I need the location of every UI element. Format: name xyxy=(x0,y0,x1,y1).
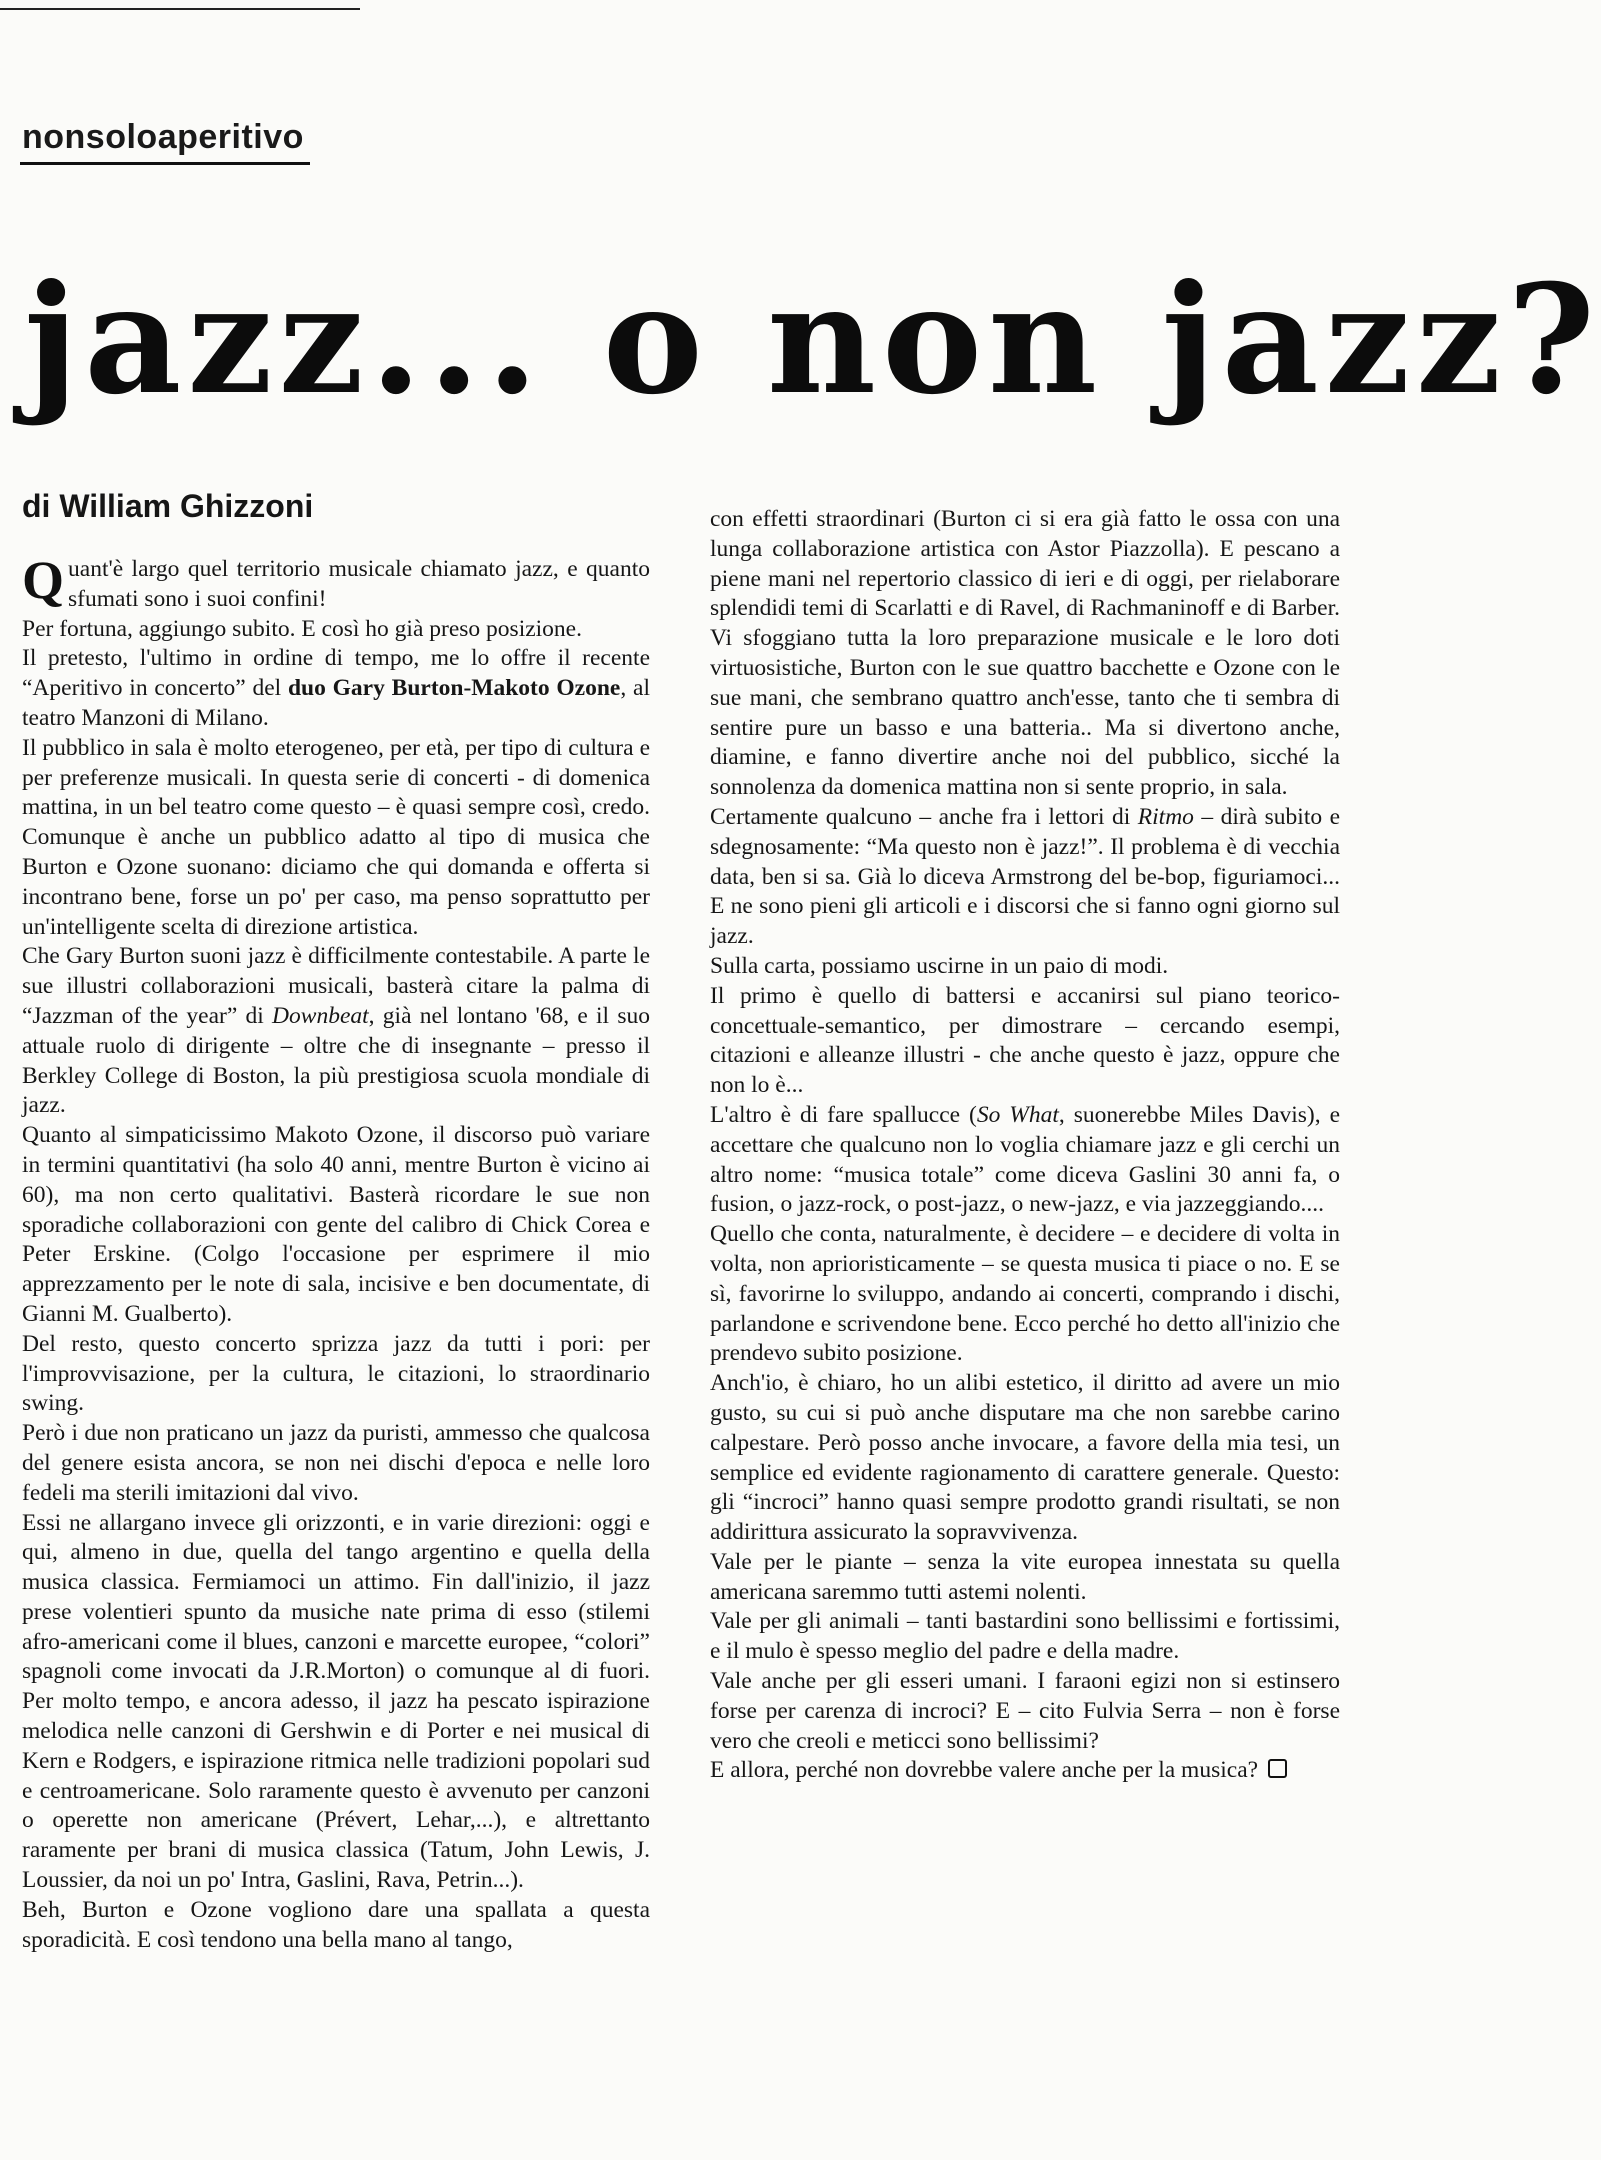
paragraph xyxy=(22,942,650,1121)
paragraph-text: Quanto al simpaticissimo Makoto Ozone, il discorso può variare in termini quantitativi (ha solo 40 anni, mentre Burton è vicino ai 60), ma non certo qualitativi. Basterà ricordare le sue non sporadiche collaborazioni con gente del calibro di Chick Corea e Peter Erskine. (Colgo l'occasione per esprimere il mio apprezzamento per le note di sala, incisive e ben documentate, di Gianni M. Gualberto). xyxy=(22,1122,650,1327)
paragraph-text: Anch'io, è chiaro, ho un alibi estetico, il diritto ad avere un mio gusto, su cui si può anche disputare ma che non sarebbe carino calpestare. Però posso anche invocare, a favore della mia tesi, un semplice ed evidente ragionamento di carattere generale. Questo: gli “incroci” hanno quasi sempre prodotto grandi risultati, se non addirittura assicurato la sopravvivenza. xyxy=(710,1370,1340,1546)
paragraph-text: L'altro è di fare spallucce ( xyxy=(710,1101,977,1128)
paragraph-text: , già nel lontano '68, e il suo attuale ruolo di dirigente – oltre che di insegnante – presso il Berkley College di Boston, la più prestigiosa scuola mondiale di jazz. xyxy=(22,1002,650,1119)
paragraph xyxy=(710,1667,1340,1756)
paragraph-text: Sulla carta, possiamo uscirne in un paio di modi. xyxy=(710,952,1169,979)
paragraph-text: Vale per le piante – senza la vite europea innestata su quella americana saremmo tutti astemi nolenti. xyxy=(710,1548,1340,1605)
paragraph-text: – dirà subito e sdegnosamente: “Ma questo non è jazz!”. Il problema è di vecchia data, ben si sa. Già lo diceva Armstrong del be-bop, figuriamoci... E ne sono pieni gli articoli e i discorsi che si fanno ogni giorno sul jazz. xyxy=(710,803,1340,950)
headline: jazz... o non jazz? xyxy=(24,252,1601,428)
drop-cap: Q xyxy=(22,550,65,610)
italic-title: So What xyxy=(976,1101,1059,1128)
paragraph-text: Che Gary Burton suoni jazz è difficilmente contestabile. A parte le sue illustri collaborazioni musicali, basterà citare la palma di “Jazzman of the year” di xyxy=(22,943,650,1029)
paragraph xyxy=(22,1330,650,1419)
italic-title: Ritmo xyxy=(1137,803,1194,830)
paragraph xyxy=(22,550,650,615)
paragraph-text: Del resto, questo concerto sprizza jazz da tutti i pori: per l'improvvisazione, per la cultura, le citazioni, lo straordinario swing. xyxy=(22,1330,650,1417)
paragraph-text: Vale anche per gli esseri umani. I faraoni egizi non si estinsero forse per carenza di incroci? E – cito Fulvia Serra – non è forse vero che creoli e meticci sono bellissimi? xyxy=(710,1668,1340,1754)
paragraph xyxy=(22,734,650,943)
paragraph-text: Per fortuna, aggiungo subito. E così ho già preso posizione. xyxy=(22,615,582,642)
paragraph-text: , al teatro Manzoni di Milano. xyxy=(22,675,650,731)
paragraph xyxy=(22,1419,650,1508)
paragraph-text: Il pubblico in sala è molto eterogeneo, per età, per tipo di cultura e per preferenze musicali. In questa serie di concerti - di domenica mattina, in un bel teatro come questo – è quasi sempre così, credo. Comunque è anche un pubblico adatto al tipo di musica che Burton e Ozone suonano: diciamo che qui domanda e offerta si incontrano bene, forse un po' per caso, ma penso soprattutto per un'intelligente scelta di direzione artistica. xyxy=(22,734,650,940)
italic-title: Downbeat xyxy=(272,1002,369,1029)
paragraph xyxy=(22,615,650,645)
section-label: nonsoloaperitivo xyxy=(22,118,304,156)
paragraph xyxy=(22,1896,650,1956)
paragraph-text: Il primo è quello di battersi e accanirsi sul piano teorico-concettuale-semantico, per dimostrare – cercando esempi, citazioni e alleanze illustri - che anche questo è jazz, oppure che non lo è... xyxy=(710,982,1340,1099)
end-mark-icon xyxy=(1268,1759,1287,1778)
paragraph xyxy=(22,1121,650,1330)
paragraph xyxy=(710,1756,1340,1786)
paragraph xyxy=(710,1369,1340,1548)
paragraph xyxy=(710,952,1340,982)
paragraph xyxy=(710,803,1340,952)
paragraph xyxy=(22,1509,650,1896)
paragraph-text: con effetti straordinari (Burton ci si era già fatto le ossa con una lunga collaborazione artistica con Astor Piazzolla). E pescano a piene mani nel repertorio classico di ieri e di oggi, per rielaborare splendidi temi di Scarlatti e di Ravel, di Rachmaninoff e di Barber. Vi sfoggiano tutta la loro preparazione musicale e le loro doti virtuosistiche, Burton con le sue quattro bacchette e Ozone con le sue mani, che sembrano quattro anch'esse, tanto che ti sembra di sentire pure un basso e una batteria.. Ma si divertono anche, diamine, e fanno divertire anche noi del pubblico, sicché la sonnolenza da domenica mattina non si sente proprio, in sala. xyxy=(710,506,1340,801)
paragraph-text: , suonerebbe Miles Davis), e accettare che qualcuno non lo voglia chiamare jazz e gli cerchi un altro nome: “musica totale” come diceva Gaslini 30 anni fa, o fusion, o jazz-rock, o post-jazz, o new-jazz, e via jazzeggiando.... xyxy=(710,1101,1340,1218)
paragraph xyxy=(710,1607,1340,1667)
top-rule xyxy=(0,8,360,10)
paragraph-text: Però i due non praticano un jazz da puristi, ammesso che qualcosa del genere esista ancora, se non nei dischi d'epoca e nelle loro fedeli ma sterili imitazioni dal vivo. xyxy=(22,1420,650,1506)
paragraph-text: Quello che conta, naturalmente, è decidere – e decidere di volta in volta, non aprioristicamente – se questa musica ti piace o no. E se sì, favorirne lo sviluppo, andando ai concerti, comprando i dischi, parlandone e scrivendone bene. Ecco perché ho detto all'inizio che prendevo subito posizione. xyxy=(710,1221,1340,1367)
bold-text: duo Gary Burton-Makoto Ozone xyxy=(287,675,621,702)
paragraph-text: Vale per gli animali – tanti bastardini sono bellissimi e fortissimi, e il mulo è spesso meglio del padre e della madre. xyxy=(710,1608,1340,1665)
section-underline xyxy=(20,162,310,165)
paragraph xyxy=(710,505,1340,803)
byline: di William Ghizzoni xyxy=(22,488,314,524)
paragraph-text: Certamente qualcuno – anche fra i lettori di xyxy=(710,803,1138,830)
left-column xyxy=(22,550,650,1955)
paragraph xyxy=(22,644,650,733)
paragraph xyxy=(710,1101,1340,1220)
paragraph xyxy=(710,1220,1340,1369)
paragraph-text: uant'è largo quel territorio musicale chiamato jazz, e quanto sfumati sono i suoi confini! xyxy=(68,556,650,612)
paragraph xyxy=(710,982,1340,1101)
paragraph-text: Essi ne allargano invece gli orizzonti, e in varie direzioni: oggi e qui, almeno in due, quella del tango argentino e quella della musica classica. Fermiamoci un attimo. Fin dall'inizio, il jazz prese volentieri spunto da musiche nate prima di esso (stilemi afro-americani come il blues, canzoni e marcette europee, “colori” spagnoli come invocati da J.R.Morton) o comunque al di fuori. Per molto tempo, e ancora adesso, il jazz ha pescato ispirazione melodica nelle canzoni di Gershwin e di Porter e nei musical di Kern e Rodgers, e ispirazione ritmica nelle tradizioni popolari sud e centroamericane. Solo raramente questo è avvenuto per canzoni o operette non americane (Prévert, Lehar,...), e altrettanto raramente per brani di musica classica (Tatum, John Lewis, J. Loussier, da noi un po' Intra, Gaslini, Rava, Petrin...). xyxy=(22,1509,650,1894)
paragraph-text: Beh, Burton e Ozone vogliono dare una spallata a questa sporadicità. E così tendono una bella mano al tango, xyxy=(22,1896,650,1953)
right-column xyxy=(710,505,1340,1786)
paragraph-text: Il pretesto, l'ultimo in ordine di tempo, me lo offre il recente “Aperitivo in concerto” del xyxy=(22,645,650,702)
paragraph-text: E allora, perché non dovrebbe valere anche per la musica? xyxy=(710,1757,1259,1784)
paragraph xyxy=(710,1548,1340,1608)
